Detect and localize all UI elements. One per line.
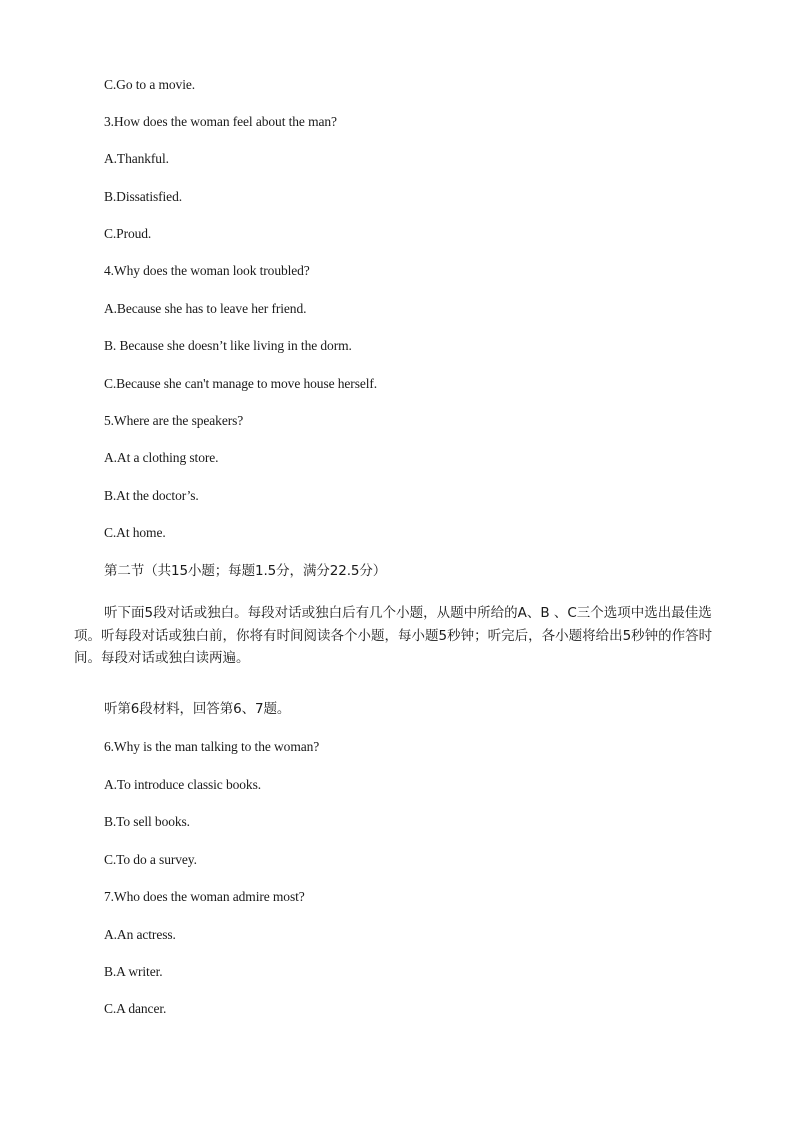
q6-option-a: A.To introduce classic books. <box>104 777 261 792</box>
q7-option-b: B.A writer. <box>104 964 163 979</box>
q6-question: 6.Why is the man talking to the woman? <box>104 739 320 754</box>
q2-option-c: C.Go to a movie. <box>104 77 196 92</box>
q7-option-c: C.A dancer. <box>104 1001 167 1016</box>
section2-heading: 第二节（共15小题；每题1.5分，满分22.5分） <box>104 563 387 579</box>
q4-option-c: C.Because she can't manage to move house herself. <box>104 376 378 391</box>
q4-option-b: B. Because she doesn’t like living in the dorm. <box>104 338 352 353</box>
q3-option-b: B.Dissatisfied. <box>104 189 182 204</box>
q5-option-b: B.At the doctor’s. <box>104 488 199 503</box>
q7-question: 7.Who does the woman admire most? <box>104 889 305 904</box>
q6-option-b: B.To sell books. <box>104 814 190 829</box>
q4-question: 4.Why does the woman look troubled? <box>104 263 310 278</box>
q3-option-c: C.Proud. <box>104 226 152 241</box>
section2-instructions: 听下面5段对话或独白。每段对话或独白后有几个小题，从题中所给的A、B 、C三个选项中选出最佳选项。听每段对话或独白前，你将有时间阅读各个小题，每小题5秒钟；听完后，各小题将给出5秒钟的作答时间。每段对话或独白读两遍。 <box>74 605 713 666</box>
q6-option-c: C.To do a survey. <box>104 852 197 867</box>
q3-option-a: A.Thankful. <box>104 151 169 166</box>
q3-question: 3.How does the woman feel about the man? <box>104 114 337 129</box>
q5-question: 5.Where are the speakers? <box>104 413 244 428</box>
q5-option-a: A.At a clothing store. <box>104 450 219 465</box>
q5-option-c: C.At home. <box>104 525 166 540</box>
q7-option-a: A.An actress. <box>104 927 176 942</box>
q4-option-a: A.Because she has to leave her friend. <box>104 301 307 316</box>
material-note: 听第6段材料，回答第6、7题。 <box>104 701 291 717</box>
